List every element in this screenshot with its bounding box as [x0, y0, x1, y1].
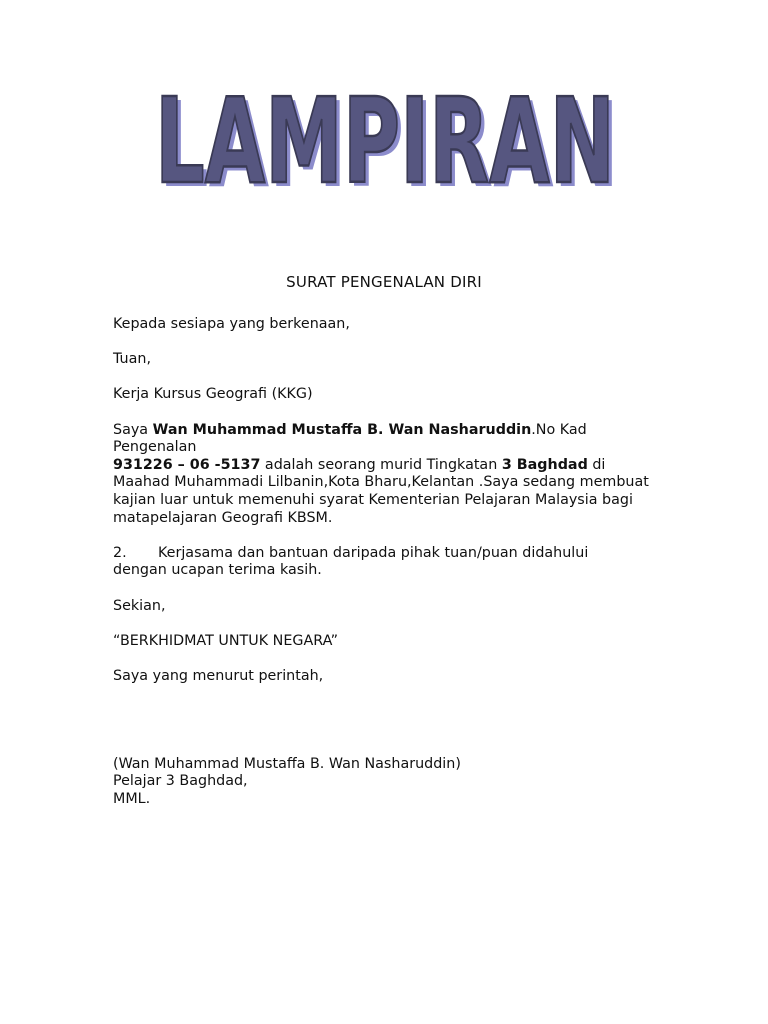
saya-menurut-perintah: Saya yang menurut perintah,	[113, 667, 324, 684]
letter-body	[113, 316, 653, 809]
point-2-number: 2.	[113, 544, 127, 561]
ic-number: 931226 – 06 -5137	[113, 456, 261, 473]
subject: Kerja Kursus Geografi (KKG)	[113, 386, 313, 403]
student-name: Wan Muhammad Mustaffa B. Wan Nasharuddin	[152, 421, 532, 438]
signatory-name: (Wan Muhammad Mustaffa B. Wan Nasharuddin)	[113, 755, 461, 772]
motto: “BERKHIDMAT UNTUK NEGARA”	[113, 632, 339, 649]
banner-text: LAMPIRAN	[155, 82, 615, 197]
intro-murid: adalah seorang murid Tingkatan	[260, 456, 502, 473]
signature-space	[113, 703, 653, 756]
lampiran-wordart	[140, 82, 630, 197]
intro-paragraph	[113, 422, 653, 528]
signatory-org: MML.	[113, 791, 151, 808]
address: Tuan,	[113, 351, 151, 368]
lampiran-banner	[140, 82, 630, 197]
point-2-text-line2: dengan ucapan terima kasih.	[113, 562, 322, 579]
point-2-paragraph	[113, 545, 653, 580]
salutation: Kepada sesiapa yang berkenaan,	[113, 316, 350, 332]
banner-shadow-text: LAMPIRAN	[159, 82, 619, 197]
student-class: 3 Baghdad	[501, 456, 588, 473]
letter-heading: SURAT PENGENALAN DIRI	[286, 273, 482, 291]
intro-di: di	[587, 456, 606, 473]
intro-pengenalan: Pengenalan	[113, 439, 197, 456]
intro-rest: Maahad Muhammadi Lilbanin,Kota Bharu,Kelantan .Saya sedang membuat kajian luar untuk memenuhi syarat Kementerian Pelajaran Malaysia bagi matapelajaran Geografi KBSM.	[113, 474, 649, 526]
intro-saya: Saya	[113, 421, 153, 438]
intro-no-kad: .No Kad	[531, 421, 587, 438]
signatory-block	[113, 756, 653, 809]
signatory-title: Pelajar 3 Baghdad,	[113, 773, 248, 790]
point-2-text-line1: Kerjasama dan bantuan daripada pihak tuan/puan didahului	[158, 544, 589, 561]
sekian: Sekian,	[113, 597, 166, 614]
